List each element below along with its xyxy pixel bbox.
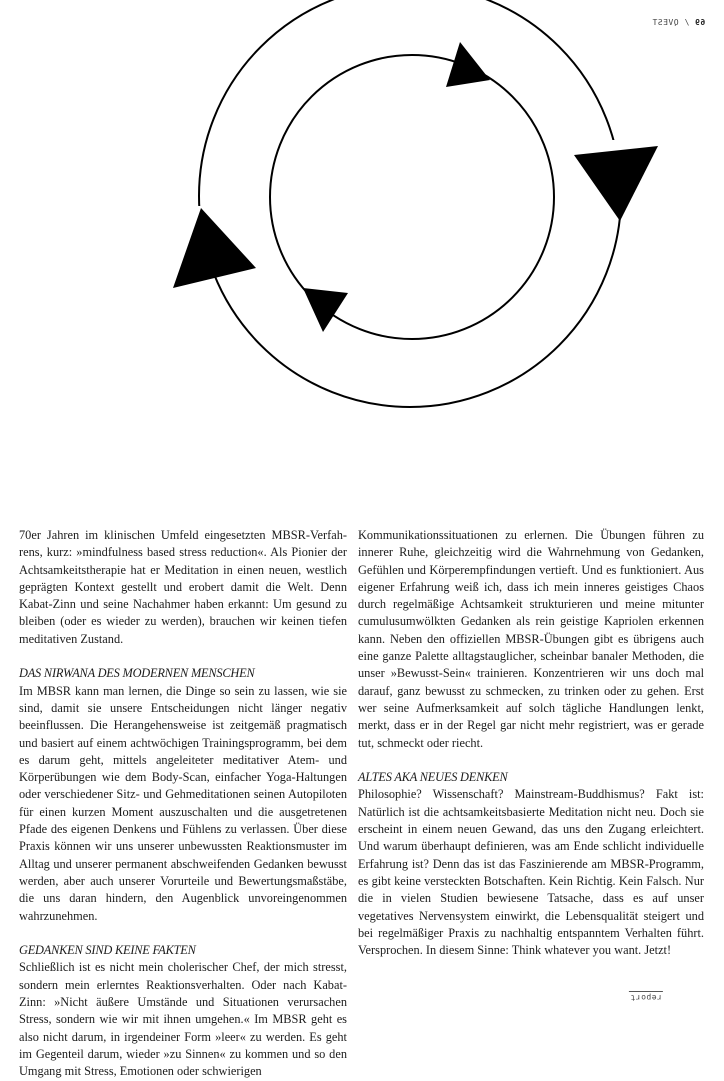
continuation-paragraph: Kommunikationssituationen zu erlernen. Die Übungen führen zu innerer Ruhe, gleichzeitig wird die Wahrnehmung von Gedanken, Gefühlen und Körperempfindungen vertieft. Und es funktioniert. Aus eigener Erfahrung weiß ich, dass ich mein inneres geistiges Chaos durch regelmäßige Achtsamkeit strukturieren und meine mitunter cumulusumwölkten Gedanken als rein geistige Kapriolen erkennen kann. Neben den offiziellen MBSR-Übungen gibt es übrigens auch eine ganze Palette alltagstauglicher, scheinbar banaler Methoden, die unser »Bewusst-Sein« trainieren. Konzentrieren wir uns doch mal darauf, ganz bewusst zu schmecken, zu trinken oder zu gehen. Erst wer seine Aufmerksamkeit auf solch tägliche Handlungen lenkt, merkt, dass er in der Regel gar nicht mehr registriert, was er gerade tut, schmeckt oder riecht. bbox=[358, 528, 704, 750]
header-separator: / bbox=[683, 18, 690, 27]
section-paragraph: Schließlich ist es nicht mein cholerischer Chef, der mich stresst, sondern mein erlerntes Reaktionsverhalten. Oder nach Kabat-Zinn: »Nicht äußere Umstände und Situationen verursachen Stress, sondern wie wir mit ihnen umgehen.« Im MBSR geht es also nicht darum, in irgendeiner Form »leer« zu werden. Es geht im Gegenteil darum, wieder »zu Sinnen« zu kommen und so den Umgang mit Stress, Emotionen oder schwierigen bbox=[19, 960, 347, 1079]
section-paragraph: Philosophie? Wissenschaft? Mainstream-Buddhismus? Fakt ist: Natürlich ist die achtsamkeitsbasierte Meditation nicht neu. Doch sie erscheint in einem neuen Gewand, das uns den Zugang erleichtert. Und warum überhaupt definieren, was am Ende schlicht individuelle Erfahrung ist? Denn das ist das Faszinierende am MBSR-Programm, es gibt keine versteckten Botschaften. Kein Richtig. Kein Falsch. Nur die in vielen Studien bewiesene Tatsache, dass es auf unser vegetatives Nervensystem einwirkt, die Lebensqualität steigert und bei regelmäßiger Praxis zu nachhaltig entspanntem Verhalten führt. Versprochen. In diesem Sinne: Think whatever you want. Jetzt! bbox=[358, 787, 704, 958]
cycle-diagram bbox=[0, 0, 724, 470]
magazine-name: QVEST bbox=[651, 18, 679, 27]
arrow-inner-top-icon bbox=[446, 42, 490, 87]
outer-ring bbox=[199, 0, 621, 407]
page-number: 69 bbox=[694, 18, 705, 27]
section-heading: ALTES AKA NEUES DENKEN bbox=[358, 770, 508, 785]
section-heading: DAS NIRWANA DES MODERNEN MENSCHEN bbox=[19, 666, 255, 681]
section-label: report bbox=[630, 993, 662, 1002]
section-heading: GEDANKEN SIND KEINE FAKTEN bbox=[19, 943, 196, 958]
article-column-left bbox=[19, 527, 347, 1081]
article-column-right bbox=[358, 527, 704, 959]
intro-paragraph: 70er Jahren im klinischen Umfeld eingesetzten MBSR-Verfahrens, kurz: »mindfulness based stress reduction«. Als Pionier der Achtsamkeitstherapie hat er Meditation in einen neuen, westlich geprägten Kontext gestellt und erobert damit die Welt. Denn Kabat-Zinn und seine Nachahmer haben erkannt: Um gesund zu bleiben (oder es wieder zu werden), brauchen wir keinen tiefen meditativen Zustand. bbox=[19, 528, 347, 646]
arrow-inner-bottom-icon bbox=[303, 288, 348, 332]
section-paragraph: Im MBSR kann man lernen, die Dinge so sein zu lassen, wie sie sind, damit sie unsere Entscheidungen nicht länger negativ beeinflussen. Die Herangehensweise ist zeitgemäß pragmatisch und basiert auf einem achtwöchigen Trainingsprogramm, bei dem es darum geht, mittels angeleiteter meditativer Atem- und Körperübungen wie dem Body-Scan, einfacher Yoga-Haltungen oder verschiedener Sitz- und Gehmeditationen seinen Autopiloten für einen kurzen Moment auszuschalten und die ausgetretenen Pfade des eigenen Denkens und Fühlens zu verlassen. Über diese Praxis können wir uns unserer unbewussten Reaktionsmuster im Alltag und unserer permanent abschweifenden Gedanken bewusst werden, aber auch unserer Vorurteile und Bewertungsmaßstäbe, die uns daran hindern, den Augenblick unvoreingenommen wahrzunehmen. bbox=[19, 683, 347, 923]
